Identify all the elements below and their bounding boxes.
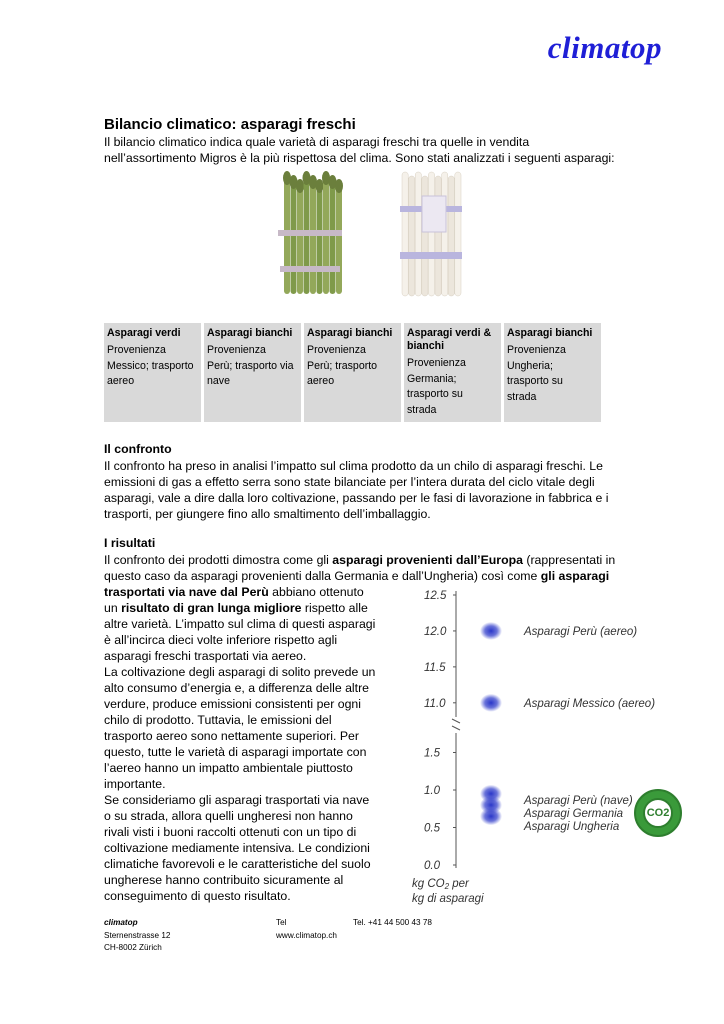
y-tick-label: 0.5 <box>424 822 440 835</box>
stalk-tip <box>296 179 304 193</box>
text-line <box>104 584 401 600</box>
text-run: questo caso da asparagi provenienti dalla Germania e dall’Ungheria) così come <box>104 569 541 583</box>
variety-line: nave <box>207 375 230 387</box>
text-line: Il confronto ha preso in analisi l’impatto sul clima prodotto da un chilo di asparagi freschi. Le <box>104 459 603 473</box>
y-tick-label: 12.0 <box>424 625 447 638</box>
variety-cell <box>204 323 301 422</box>
text-line: trasporto aereo sono nettamente superiori. Per <box>104 729 359 743</box>
text-line: La coltivazione degli asparagi di solito prevede un <box>104 665 376 679</box>
co2-stamp-text: CO2 <box>643 798 673 828</box>
y-axis-label: kg di asparagi <box>412 893 484 905</box>
data-point <box>480 807 502 825</box>
variety-line: strada <box>407 403 437 416</box>
variety-cell <box>304 323 401 422</box>
y-tick-label: 1.0 <box>424 785 440 797</box>
variety-cell <box>504 323 601 422</box>
text-line: altre varietà. L’impatto sul clima di questi asparagi <box>104 617 376 631</box>
stalk <box>409 176 415 296</box>
variety-name: Asparagi bianchi <box>307 327 393 339</box>
footer-tel: Tel. +41 44 500 43 78 <box>353 918 432 927</box>
y-tick-label: 11.5 <box>424 661 446 674</box>
data-point-label: Asparagi Messico (aereo) <box>524 697 656 710</box>
confronto-heading: Il confronto <box>104 442 172 456</box>
data-point-label: Asparagi Germania <box>524 808 624 820</box>
variety-line: Provenienza <box>107 344 166 356</box>
text-run: abbiano ottenuto <box>268 585 364 599</box>
data-point-label: Asparagi Perù (nave) <box>524 795 633 807</box>
stalk <box>402 172 408 296</box>
footer-tel-label: Tel <box>276 918 287 927</box>
risultati-paragraph <box>104 584 401 904</box>
confronto-paragraph <box>104 458 662 522</box>
footer-street: Sternenstrasse 12 <box>104 930 171 940</box>
white-asparagus-photo <box>392 166 470 306</box>
variety-line: aereo <box>107 375 135 387</box>
stalk <box>455 172 461 296</box>
variety-line: Ungheria; <box>507 359 553 372</box>
text-line <box>104 552 662 568</box>
emissions-chart <box>408 585 656 910</box>
footer-web-link[interactable]: www.climatop.ch <box>276 930 337 940</box>
text-line <box>104 600 401 616</box>
stalk-tip <box>335 179 343 193</box>
text-run: rispetto alle <box>301 601 368 615</box>
text-run: Il confronto dei prodotti dimostra come gli <box>104 553 333 567</box>
text-line: ungherese hanno contribuito sicuramente al <box>104 873 344 887</box>
variety-cell <box>104 323 201 422</box>
stalk <box>297 184 303 294</box>
text-line: coltivazione mediamente intensiva. Le condizioni <box>104 841 370 855</box>
variety-line: Germania; <box>407 372 457 385</box>
text-line: verdure, produce emissioni consistenti per ogni <box>104 697 362 711</box>
risultati-heading: I risultati <box>104 536 156 550</box>
page-title: Bilancio climatico: asparagi freschi <box>104 116 356 133</box>
risultati-lead <box>104 552 662 584</box>
text-line: rivali visti i buoni raccolti ottenuti con un tipo di <box>104 825 357 839</box>
variety-line: Provenienza <box>307 344 366 356</box>
text-line: trasporti, per giungere fino allo smaltimento dell’imballaggio. <box>104 507 431 521</box>
footer-city: CH-8002 Zürich <box>104 943 162 952</box>
text-line: emissioni di gas a effetto serra sono state bilanciate per l’intera durata del ciclo vitale degli <box>104 475 595 489</box>
stalk <box>330 180 336 294</box>
stalk <box>428 172 434 296</box>
stalk <box>442 172 448 296</box>
variety-line: strada <box>507 390 537 403</box>
intro-line: Il bilancio climatico indica quale varietà di asparagi freschi tra quelle in vendita <box>104 135 530 149</box>
text-line: alto consumo d’energia e, a differenza delle altre <box>104 681 370 695</box>
footer-company: climatop <box>104 918 138 927</box>
text-line <box>104 568 662 584</box>
variety-line: Perù; trasporto via <box>207 359 294 372</box>
axis-break-mark <box>452 719 460 723</box>
variety-name: Asparagi bianchi <box>507 327 593 339</box>
text-line: Se consideriamo gli asparagi trasportati via nave <box>104 793 370 807</box>
variety-line: trasporto su <box>407 388 463 400</box>
variety-line: Provenienza <box>407 357 466 369</box>
data-point <box>480 622 502 640</box>
bold-run: risultato di gran lunga migliore <box>121 601 302 615</box>
y-tick-label: 0.0 <box>424 860 440 872</box>
text-line: conseguimento di questo risultato. <box>104 889 291 903</box>
y-tick-label: 11.0 <box>424 697 446 710</box>
text-line: chilo di prodotto. Tuttavia, le emissioni del <box>104 713 332 727</box>
data-point-label: Asparagi Ungheria <box>524 821 620 833</box>
intro-paragraph <box>104 134 662 166</box>
text-line: o su strada, allora quelli ungheresi non hanno <box>104 809 353 823</box>
text-line: importante. <box>104 777 166 791</box>
footer-contact <box>276 917 337 942</box>
text-run: un <box>104 601 122 615</box>
stalk <box>448 176 454 296</box>
data-point-label: Asparagi Perù (aereo) <box>524 625 638 638</box>
stalk-tip <box>316 179 324 193</box>
variety-cell <box>404 323 501 422</box>
intro-line: nell’assortimento Migros è la più rispettosa del clima. Sono stati analizzati i seguenti asparagi: <box>104 151 615 165</box>
data-point <box>480 694 502 712</box>
co2-label-stamp <box>634 789 682 837</box>
text-line: climatiche favorevoli e le caratteristiche del suolo <box>104 857 371 871</box>
stalk <box>310 180 316 294</box>
text-line: è all’incirca dieci volte inferiore rispetto agli <box>104 633 338 647</box>
stalk <box>336 184 342 294</box>
stalk <box>422 176 428 296</box>
variety-line: Provenienza <box>507 344 566 356</box>
variety-line: Provenienza <box>207 344 266 356</box>
variety-line: Messico; trasporto <box>107 359 194 372</box>
text-line: questo, tutte le varietà di asparagi importate con <box>104 745 367 759</box>
stalk <box>415 172 421 296</box>
variety-line: Perù; trasporto <box>307 359 378 372</box>
stalk <box>435 176 441 296</box>
variety-name: Asparagi verdi <box>107 327 181 339</box>
text-run: (rappresentati in <box>522 553 616 567</box>
varieties-table <box>101 323 604 422</box>
stalk <box>317 184 323 294</box>
bold-run: gli asparagi <box>540 569 610 583</box>
variety-line: trasporto su <box>507 375 563 387</box>
bold-run: trasportati via nave dal Perù <box>104 585 269 599</box>
variety-name: Asparagi verdi & bianchi <box>407 327 492 352</box>
variety-line: aereo <box>307 375 335 387</box>
y-axis-label: kg CO2 per <box>412 878 469 891</box>
brand-logo: climatop <box>547 30 662 65</box>
stalk <box>291 180 297 294</box>
green-asparagus-photo <box>266 168 354 308</box>
y-tick-label: 1.5 <box>424 747 440 760</box>
variety-name: Asparagi bianchi <box>207 327 293 339</box>
bold-run: asparagi provenienti dall’Europa <box>332 553 523 567</box>
footer-address <box>104 917 170 955</box>
y-tick-label: 12.5 <box>424 590 447 602</box>
text-line: asparagi, vale a dire dalla loro coltivazione, passando per le fasi di lavorazione in fabbrica e i <box>104 491 609 505</box>
axis-break-mark <box>452 726 460 730</box>
text-line: asparagi freschi trasportati via aereo. <box>104 649 307 663</box>
text-line: l’aereo hanno un impatto ambientale piuttosto <box>104 761 353 775</box>
